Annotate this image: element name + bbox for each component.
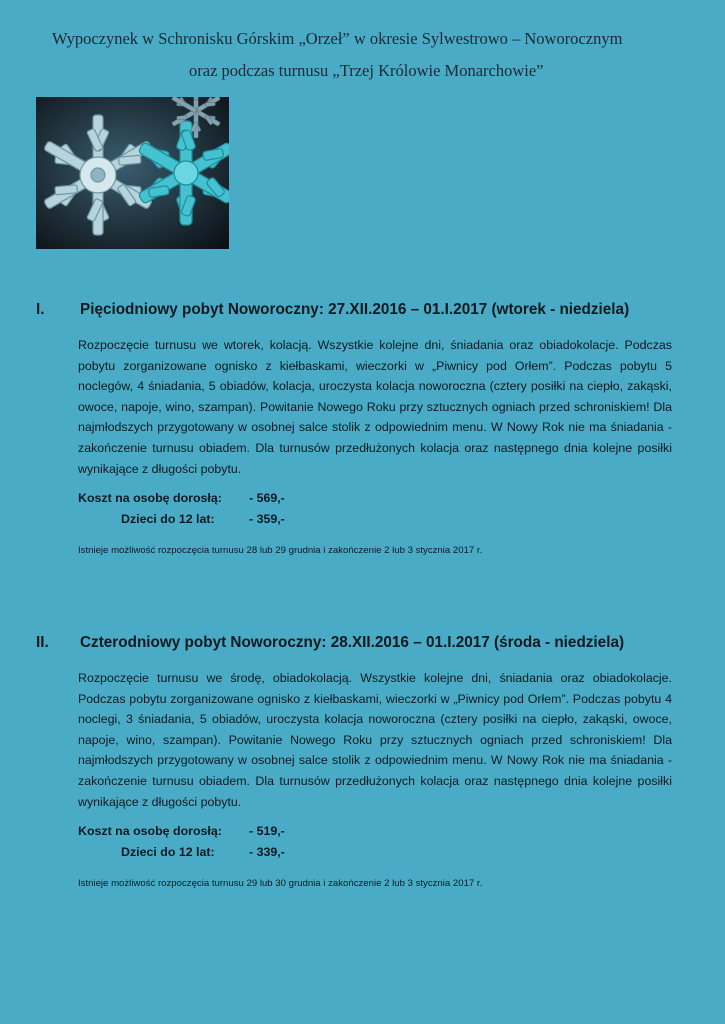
section-1-number: I. bbox=[36, 301, 45, 318]
snowflake-photo bbox=[36, 97, 229, 249]
section-1-title: Pięciodniowy pobyt Noworoczny: 27.XII.2016 – 01.I.2017 (wtorek - niedziela) bbox=[80, 301, 630, 318]
page-title-line-1: Wypoczynek w Schronisku Górskim „Orzeł” w okresie Sylwestrowo – Noworocznym bbox=[52, 29, 623, 48]
section-2-number: II. bbox=[36, 634, 49, 651]
section-2-title: Czterodniowy pobyt Noworoczny: 28.XII.2016 – 01.I.2017 (środa - niedziela) bbox=[80, 634, 625, 651]
price-value: - 519,- bbox=[249, 824, 285, 838]
section-2-description: Rozpoczęcie turnusu we środę, obiadokolacją. Wszystkie kolejne dni, śniadania oraz obiadokolacje. Podczas pobytu zorganizowane ognisko z kiełbaskami, wieczorki w „Piwnicy pod Orłem”. Podczas pobytu 4 noclegi, 3 śniadania, 5 obiadów, uroczysta kolacja noworoczna (cztery posiłki na ciepło, zakąski, owoce, napoje, wino, szampan). Powitanie Nowego Roku przy sztucznych ogniach przed schroniskiem! Dla najmłodszych przygotowany w osobnej salce stolik z odpowiednim menu. W Nowy Rok nie ma śniadania - zakończenie turnusu obiadem. Dla turnusów przedłużonych kolacja oraz następnego dnia kolejne posiłki wynikające z długości pobytu. bbox=[78, 671, 672, 809]
price-label: Koszt na osobę dorosłą: bbox=[78, 824, 222, 838]
page-title-line-2: oraz podczas turnusu „Trzej Królowie Monarchowie” bbox=[189, 61, 544, 80]
price-value: - 339,- bbox=[249, 845, 285, 859]
price-value: - 569,- bbox=[249, 491, 285, 505]
section-1-description: Rozpoczęcie turnusu we wtorek, kolacją. Wszystkie kolejne dni, śniadania oraz obiadokolacje. Podczas pobytu zorganizowane ognisko z kiełbaskami, wieczorki w „Piwnicy pod Orłem”. Podczas pobytu 5 noclegów, 4 śniadania, 5 obiadów, kolacja, uroczysta kolacja noworoczna (cztery posiłki na ciepło, zakąski, owoce, napoje, wino, szampan). Powitanie Nowego Roku przy sztucznych ogniach przed schroniskiem! Dla najmłodszych przygotowany w osobnej salce stolik z odpowiednim menu. W Nowy Rok nie ma śniadania - zakończenie turnusu obiadem. Dla turnusów przedłużonych kolacja oraz następnego dnia kolejne posiłki wynikające z długości pobytu. bbox=[78, 338, 672, 476]
section-1-note: Istnieje możliwość rozpoczęcia turnusu 28 lub 29 grudnia i zakończenie 2 lub 3 stycznia 2017 r. bbox=[78, 545, 483, 556]
section-2-note: Istnieje możliwość rozpoczęcia turnusu 29 lub 30 grudnia i zakończenie 2 lub 3 stycznia 2017 r. bbox=[78, 878, 483, 889]
price-label: Dzieci do 12 lat: bbox=[121, 512, 215, 526]
price-label: Koszt na osobę dorosłą: bbox=[78, 491, 222, 505]
price-value: - 359,- bbox=[249, 512, 285, 526]
price-label: Dzieci do 12 lat: bbox=[121, 845, 215, 859]
